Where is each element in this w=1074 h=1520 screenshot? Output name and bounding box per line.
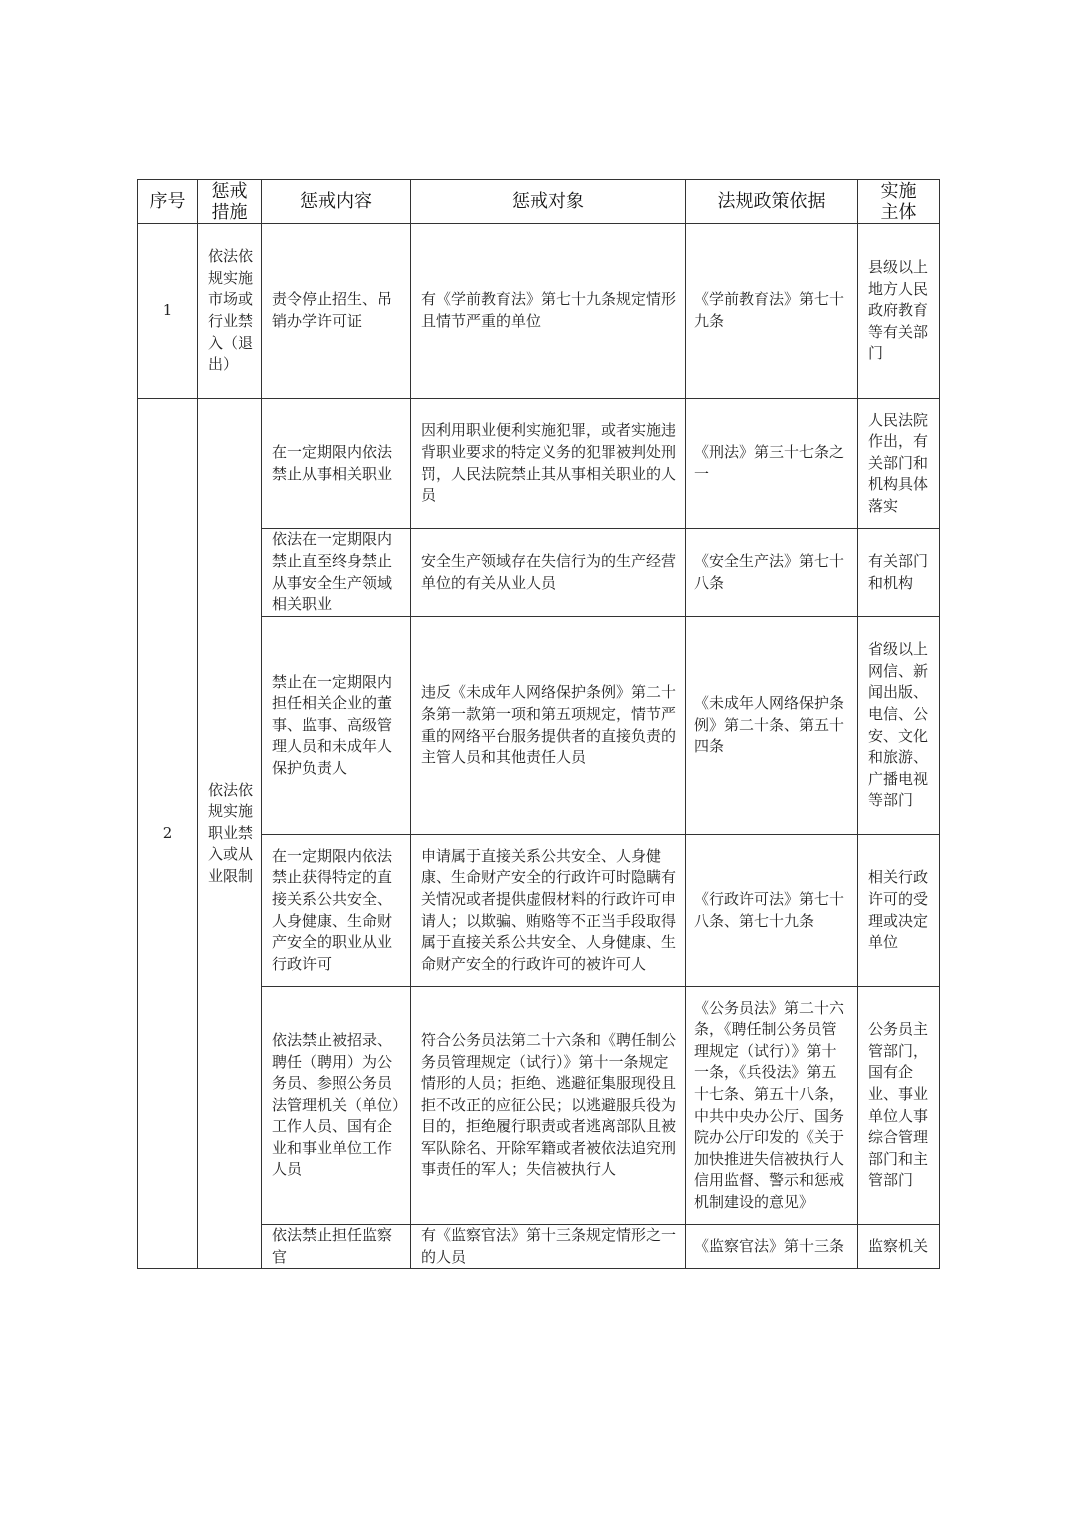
content-cell: 依法禁止被招录、聘任（聘用）为公务员、参照公务员法管理机关（单位）工作人员、国有企业和事业单位工作人员	[262, 987, 411, 1225]
content-cell: 依法在一定期限内禁止直至终身禁止从事安全生产领域相关职业	[262, 529, 411, 617]
target-cell: 违反《未成年人网络保护条例》第二十条第一款第一项和第五项规定，情节严重的网络平台服务提供者的直接负责的主管人员和其他责任人员	[411, 617, 686, 835]
agency-cell: 有关部门和机构	[858, 529, 940, 617]
table-row	[138, 224, 940, 399]
content-cell: 禁止在一定期限内担任相关企业的董事、监事、高级管理人员和未成年人保护负责人	[262, 617, 411, 835]
row-number: 2	[138, 399, 198, 1269]
agency-cell: 公务员主管部门，国有企业、事业单位人事综合管理部门和主管部门	[858, 987, 940, 1225]
header-agency: 实施主体	[858, 180, 940, 224]
content-cell: 在一定期限内依法禁止获得特定的直接关系公共安全、人身健康、生命财产安全的职业从业行政许可	[262, 835, 411, 987]
basis-cell: 《安全生产法》第七十八条	[686, 529, 858, 617]
content-cell: 在一定期限内依法禁止从事相关职业	[262, 399, 411, 529]
measure-cell: 依法依规实施职业禁入或从业限制	[198, 399, 262, 1269]
header-basis: 法规政策依据	[686, 180, 858, 224]
agency-cell: 省级以上网信、新闻出版、电信、公安、文化和旅游、广播电视等部门	[858, 617, 940, 835]
basis-cell: 《公务员法》第二十六条，《聘任制公务员管理规定（试行）》第十一条，《兵役法》第五十七条、第五十八条，中共中央办公厅、国务院办公厅印发的《关于加快推进失信被执行人信用监督、警示和惩戒机制建设的意见》	[686, 987, 858, 1225]
header-content: 惩戒内容	[262, 180, 411, 224]
punishment-measures-table	[137, 179, 940, 1269]
header-number: 序号	[138, 180, 198, 224]
target-cell: 安全生产领域存在失信行为的生产经营单位的有关从业人员	[411, 529, 686, 617]
content-cell: 责令停止招生、吊销办学许可证	[262, 224, 411, 399]
agency-cell: 人民法院作出，有关部门和机构具体落实	[858, 399, 940, 529]
target-cell: 有《学前教育法》第七十九条规定情形且情节严重的单位	[411, 224, 686, 399]
basis-cell: 《刑法》第三十七条之一	[686, 399, 858, 529]
table-header-row	[138, 180, 940, 224]
content-cell: 依法禁止担任监察官	[262, 1225, 411, 1269]
target-cell: 因利用职业便利实施犯罪，或者实施违背职业要求的特定义务的犯罪被判处刑罚，人民法院禁止其从事相关职业的人员	[411, 399, 686, 529]
basis-cell: 《监察官法》第十三条	[686, 1225, 858, 1269]
target-cell: 有《监察官法》第十三条规定情形之一的人员	[411, 1225, 686, 1269]
agency-cell: 监察机关	[858, 1225, 940, 1269]
basis-cell: 《行政许可法》第七十八条、第七十九条	[686, 835, 858, 987]
target-cell: 符合公务员法第二十六条和《聘任制公务员管理规定（试行）》第十一条规定情形的人员；拒绝、逃避征集服现役且拒不改正的应征公民；以逃避服兵役为目的，拒绝履行职责或者逃离部队且被军队除名、开除军籍或者被依法追究刑事责任的军人；失信被执行人	[411, 987, 686, 1225]
agency-cell: 县级以上地方人民政府教育等有关部门	[858, 224, 940, 399]
row-number: 1	[138, 224, 198, 399]
measure-cell: 依法依规实施市场或行业禁入（退出）	[198, 224, 262, 399]
basis-cell: 《学前教育法》第七十九条	[686, 224, 858, 399]
target-cell: 申请属于直接关系公共安全、人身健康、生命财产安全的行政许可时隐瞒有关情况或者提供虚假材料的行政许可申请人；以欺骗、贿赂等不正当手段取得属于直接关系公共安全、人身健康、生命财产安全的行政许可的被许可人	[411, 835, 686, 987]
header-measure: 惩戒措施	[198, 180, 262, 224]
table-row	[138, 399, 940, 529]
basis-cell: 《未成年人网络保护条例》第二十条、第五十四条	[686, 617, 858, 835]
agency-cell: 相关行政许可的受理或决定单位	[858, 835, 940, 987]
header-target: 惩戒对象	[411, 180, 686, 224]
